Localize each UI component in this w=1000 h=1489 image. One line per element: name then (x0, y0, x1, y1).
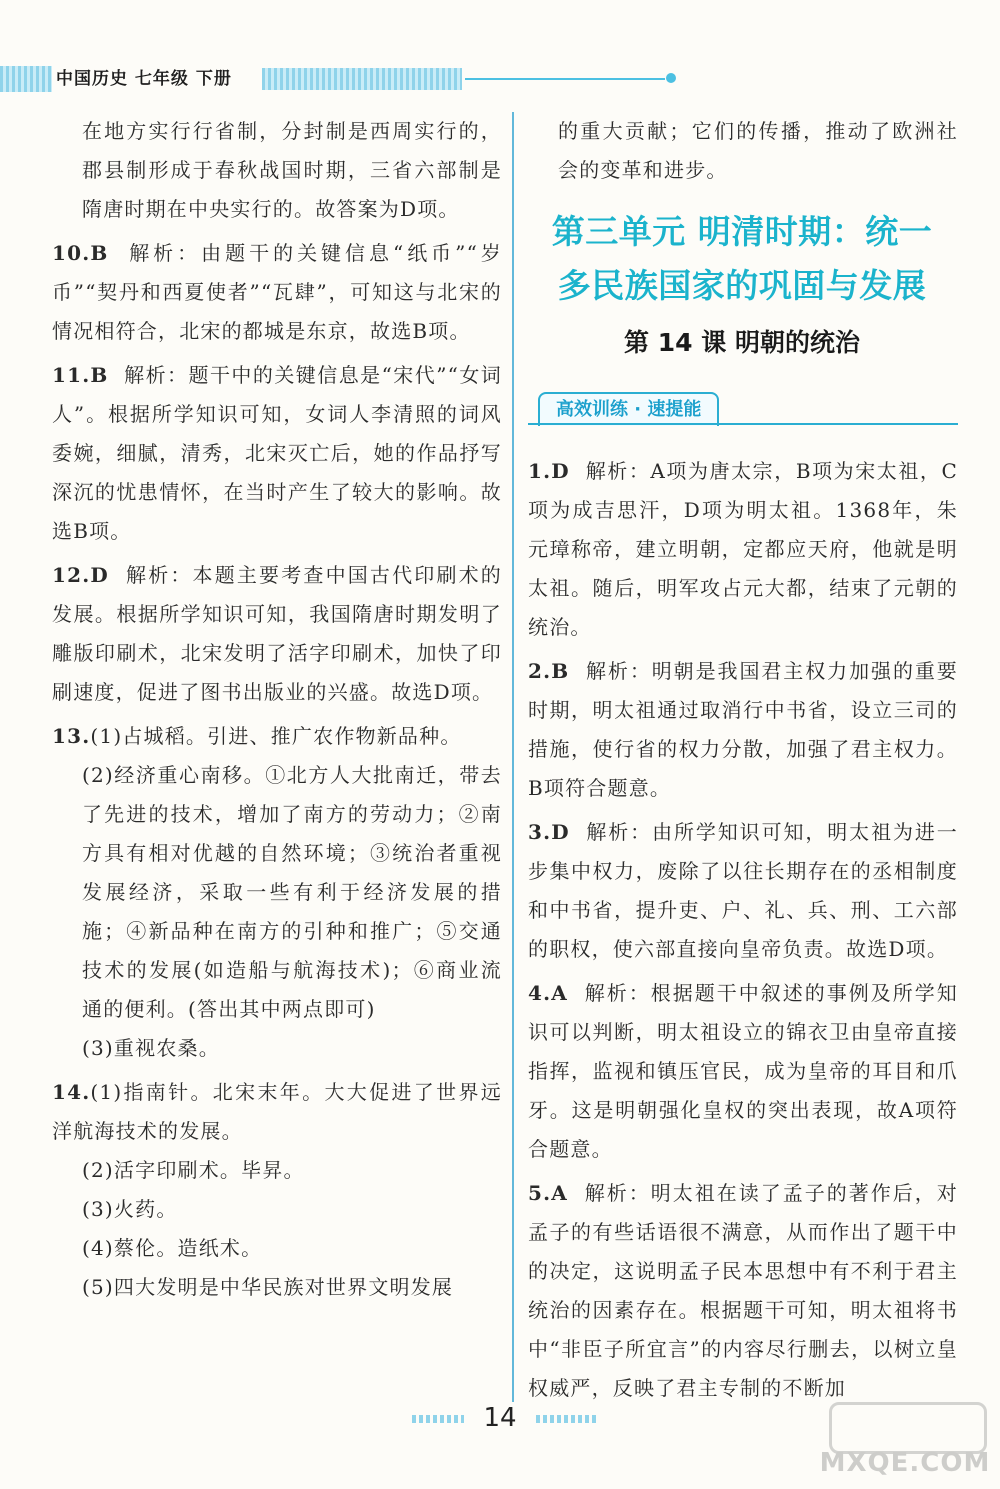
answer-q13-part2 (52, 756, 502, 1029)
header-deco-left (0, 66, 52, 92)
watermark-url: MXQE.COM (819, 1448, 991, 1478)
section-badge (528, 390, 958, 430)
answer-label: 14. (52, 1080, 91, 1104)
column-divider (512, 112, 514, 1402)
unit-title (522, 205, 962, 313)
header-deco-right (262, 68, 462, 90)
answer-text: (3)重视农桑。 (82, 1036, 220, 1060)
lesson-title: 第 14 课 明朝的统治 (624, 328, 860, 357)
page-number: 14 (483, 1403, 517, 1433)
answer-q14-part1 (52, 1073, 502, 1151)
watermark-logo-icon (829, 1402, 987, 1454)
answer-q10 (52, 234, 502, 351)
page-header (0, 62, 690, 96)
answer-text: 在地方实行行省制，分封制是西周实行的，郡县制形成于春秋战国时期，三省六部制是隋唐时期在中央实行的。故答案为D项。 (82, 119, 502, 221)
section-rule (528, 423, 958, 425)
footer-deco-left (412, 1415, 464, 1423)
answer-q14-part4 (52, 1229, 502, 1268)
answer-text: (4)蔡伦。造纸术。 (82, 1236, 263, 1260)
header-title: 中国历史 七年级 下册 (56, 69, 232, 89)
answer-text: (2)活字印刷术。毕昇。 (82, 1158, 305, 1182)
answer-label: 11.B (52, 363, 109, 387)
answer-r3 (528, 813, 958, 969)
right-column-answers (528, 452, 958, 1408)
answer-label: 3.D (528, 820, 570, 844)
answer-text: (1)指南针。北宋末年。大大促进了世界远洋航海技术的发展。 (52, 1080, 502, 1143)
answer-label: 10.B (52, 241, 109, 265)
footer-deco-right (536, 1415, 596, 1423)
answer-label: 12.D (52, 563, 109, 587)
answer-q14-part2 (52, 1151, 502, 1190)
answer-label: 1.D (528, 459, 570, 483)
unit-title-line1: 第三单元 明清时期：统一 (551, 212, 933, 251)
unit-title-line2: 多民族国家的巩固与发展 (557, 266, 927, 305)
answer-label: 13. (52, 724, 91, 748)
answer-text: (3)火药。 (82, 1197, 178, 1221)
answer-text: 解析：根据题干中叙述的事例及所学知识可以判断，明太祖设立的锦衣卫由皇帝直接指挥，监视和镇压官民，成为皇帝的耳目和爪牙。这是明朝强化皇权的突出表现，故A项符合题意。 (528, 981, 958, 1161)
answer-text: (5)四大发明是中华民族对世界文明发展 (82, 1275, 454, 1299)
answer-text: 解析：由题干的关键信息“纸币”“岁币”“契丹和西夏使者”“瓦肆”，可知这与北宋的情况相符合，北宋的都城是东京，故选B项。 (52, 241, 502, 343)
answer-q13-part3 (52, 1029, 502, 1068)
answer-r1 (528, 452, 958, 647)
answer-r2 (528, 652, 958, 808)
header-dot (666, 73, 676, 83)
answer-q11 (52, 356, 502, 551)
answer-text: 解析：明太祖在读了孟子的著作后，对孟子的有些话语很不满意，从而作出了题干中的决定，这说明孟子民本思想中有不利于君主统治的因素存在。根据题干可知，明太祖将书中“非臣子所宜言”的内容尽行删去，以树立皇权威严，反映了君主专制的不断加 (528, 1181, 958, 1400)
answer-text: 解析：A项为唐太宗，B项为宋太祖，C项为成吉思汗，D项为明太祖。1368年，朱元璋称帝，建立明朝，定都应天府，他就是明太祖。随后，明军攻占元大都，结束了元朝的统治。 (528, 459, 958, 639)
answer-text: 解析：本题主要考查中国古代印刷术的发展。根据所学知识可知，我国隋唐时期发明了雕版印刷术，北宋发明了活字印刷术，加快了印刷速度，促进了图书出版业的兴盛。故选D项。 (52, 563, 502, 704)
left-column (52, 112, 502, 1307)
answer-q12 (52, 556, 502, 712)
header-rule (465, 78, 665, 80)
answer-label: 4.A (528, 981, 568, 1005)
answer-label: 2.B (528, 659, 570, 683)
answer-text: (1)占城稻。引进、推广农作物新品种。 (90, 724, 462, 748)
answer-q13-part1 (52, 717, 502, 756)
answer-q14-part5 (52, 1268, 502, 1307)
right-column-top (528, 112, 958, 190)
watermark (815, 1400, 995, 1484)
answer-r5 (528, 1174, 958, 1408)
answer-r4 (528, 974, 958, 1169)
answer-text: 解析：题干中的关键信息是“宋代”“女词人”。根据所学知识可知，女词人李清照的词风委婉，细腻，清秀，北宋灭亡后，她的作品抒写深沉的忧患情怀，在当时产生了较大的影响。故选B项。 (52, 363, 502, 543)
section-label: 高效训练 · 速提能 (538, 392, 719, 426)
answer-text: (2)经济重心南移。①北方人大批南迁，带去了先进的技术，增加了南方的劳动力；②南方具有相对优越的自然环境；③统治者重视发展经济，采取一些有利于经济发展的措施；④新品种在南方的引种和推广；⑤交通技术的发展(如造船与航海技术)；⑥商业流通的便利。(答出其中两点即可) (82, 763, 502, 1021)
answer-q9-continued (52, 112, 502, 229)
answer-q14-part3 (52, 1190, 502, 1229)
answer-label: 5.A (528, 1181, 568, 1205)
answer-q14-continued (528, 112, 958, 190)
answer-text: 的重大贡献；它们的传播，推动了欧洲社会的变革和进步。 (558, 119, 958, 182)
answer-text: 解析：明朝是我国君主权力加强的重要时期，明太祖通过取消行中书省，设立三司的措施，使行省的权力分散，加强了君主权力。B项符合题意。 (528, 659, 958, 800)
answer-text: 解析：由所学知识可知，明太祖为进一步集中权力，废除了以往长期存在的丞相制度和中书省，提升吏、户、礼、兵、刑、工六部的职权，使六部直接向皇帝负责。故选D项。 (528, 820, 958, 961)
